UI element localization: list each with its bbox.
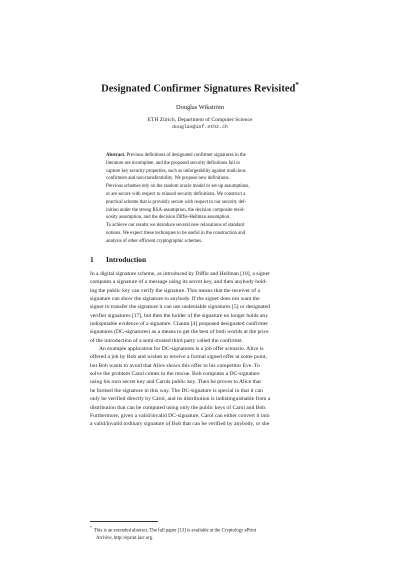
abstract-line: analysis of other efficient cryptographic schemes.: [106, 238, 203, 244]
body-line: offered a job by Bob and wishes to receive a formal signed offer at some point,: [90, 354, 267, 361]
abstract-line: Previous schemes rely on the random oracle model or set-up assumptions,: [106, 184, 250, 190]
abstract-label: Abstract.: [106, 153, 126, 158]
abstract-line: literature are incomplete, and the proposed security definitions fail to: [106, 160, 240, 166]
body-line: signatures (DC-signatures) as a means to get the best of both worlds at the price: [90, 329, 269, 336]
title-text: Designated Confirmer Signatures Revisited: [101, 83, 296, 95]
body-line: he formed the signature in this way. The DC-signature is special in that it can: [90, 387, 263, 394]
footnote-rule: [90, 521, 158, 522]
abstract: [106, 152, 302, 246]
footnote-line: This is an extended abstract. The full paper [13] is available at the Cryptology ePrint: [93, 528, 257, 534]
abstract-line: capture key security properties, such as unforgeability against malicious: [106, 168, 246, 174]
body-line: computes a signature of a message using its secret key, and then anybody hold-: [90, 279, 268, 286]
author-email: douglas@inf.ethz.ch: [172, 125, 228, 130]
section-heading: [90, 255, 146, 264]
abstract-line: notions. We expect these techniques to be useful in the construction and: [106, 230, 246, 236]
abstract-paragraph-2: [106, 183, 302, 222]
abstract-line: inition under the strong RSA-assumption, the decision composite resid-: [106, 207, 245, 213]
abstract-line: uosity assumption, and the decision Diffie-Hellman assumption.: [106, 215, 231, 221]
footnote: [90, 525, 312, 542]
section-number: 1: [90, 255, 94, 264]
body-line: a valid/invalid ordinary signature of Bob that can be verified by anybody, or she: [90, 421, 270, 428]
footnote-mark: *: [90, 526, 92, 530]
body-text: [90, 270, 312, 429]
body-paragraph-2: [90, 345, 312, 428]
abstract-line: Previous definitions of designated confirmer signatures in the: [126, 153, 246, 158]
body-line: signature can show the signature to anybody. If the signer does not want the: [90, 296, 260, 303]
body-line: of the introduction of a semi-trusted third party called the confirmer.: [90, 337, 244, 344]
body-line: verifier signatures [17], but then the holder of the signature no longer holds any: [90, 312, 269, 319]
body-line: but Bob wants to avoid that Alice shows this offer to his competitor Eve. To: [90, 362, 260, 369]
body-line: distribution that can be computed using only the public keys of Carol and Bob.: [90, 404, 267, 411]
abstract-paragraph-3: [106, 222, 302, 245]
paper-title: [0, 79, 400, 96]
footnote-line: Archive, http://eprint.iacr.org.: [96, 535, 154, 541]
author-affiliation: ETH Zürich, Department of Computer Science: [147, 117, 253, 123]
body-line: using his own secret key and Carols public key. Then he proves to Alice that: [90, 379, 261, 386]
body-line: solve the problem Carol comes to the rescue. Bob computes a DC-signature: [90, 371, 260, 378]
body-line: Furthermore, given a valid/invalid DC-signature, Carol can either convert it into: [90, 412, 270, 419]
abstract-line: practical scheme that is provably secure with respect to our security def-: [106, 199, 247, 205]
body-line: indisputable evidence of a signature. Chaum [4] proposed designated confirmer: [90, 321, 269, 328]
body-line: ing the public key can verify the signature. This means that the receiver of a: [90, 287, 260, 294]
section-title: Introduction: [106, 255, 147, 264]
body-paragraph-1: [90, 270, 312, 345]
abstract-line: To achieve our results we introduce several new relaxations of standard: [106, 223, 245, 229]
abstract-line: or are secure with respect to relaxed security definitions. We construct a: [106, 191, 246, 197]
title-footnote-mark: *: [295, 81, 299, 89]
body-line: An example application for DC-signatures is a job offer scenario. Alice is: [99, 346, 264, 353]
body-line: only be verified directly by Carol, and its distribution is indistinguishable from a: [90, 396, 271, 403]
author-name: Douglas Wikström: [175, 104, 225, 111]
body-line: In a digital signature scheme, as introduced by Diffie and Hellman [10], a signer: [90, 271, 270, 277]
abstract-line: confirmers and non-transferability. We propose new definitions.: [106, 176, 230, 182]
body-line: signer to transfer the signature it can use undeniable signatures [5] or designated: [90, 304, 270, 311]
abstract-paragraph-1: [106, 152, 302, 183]
